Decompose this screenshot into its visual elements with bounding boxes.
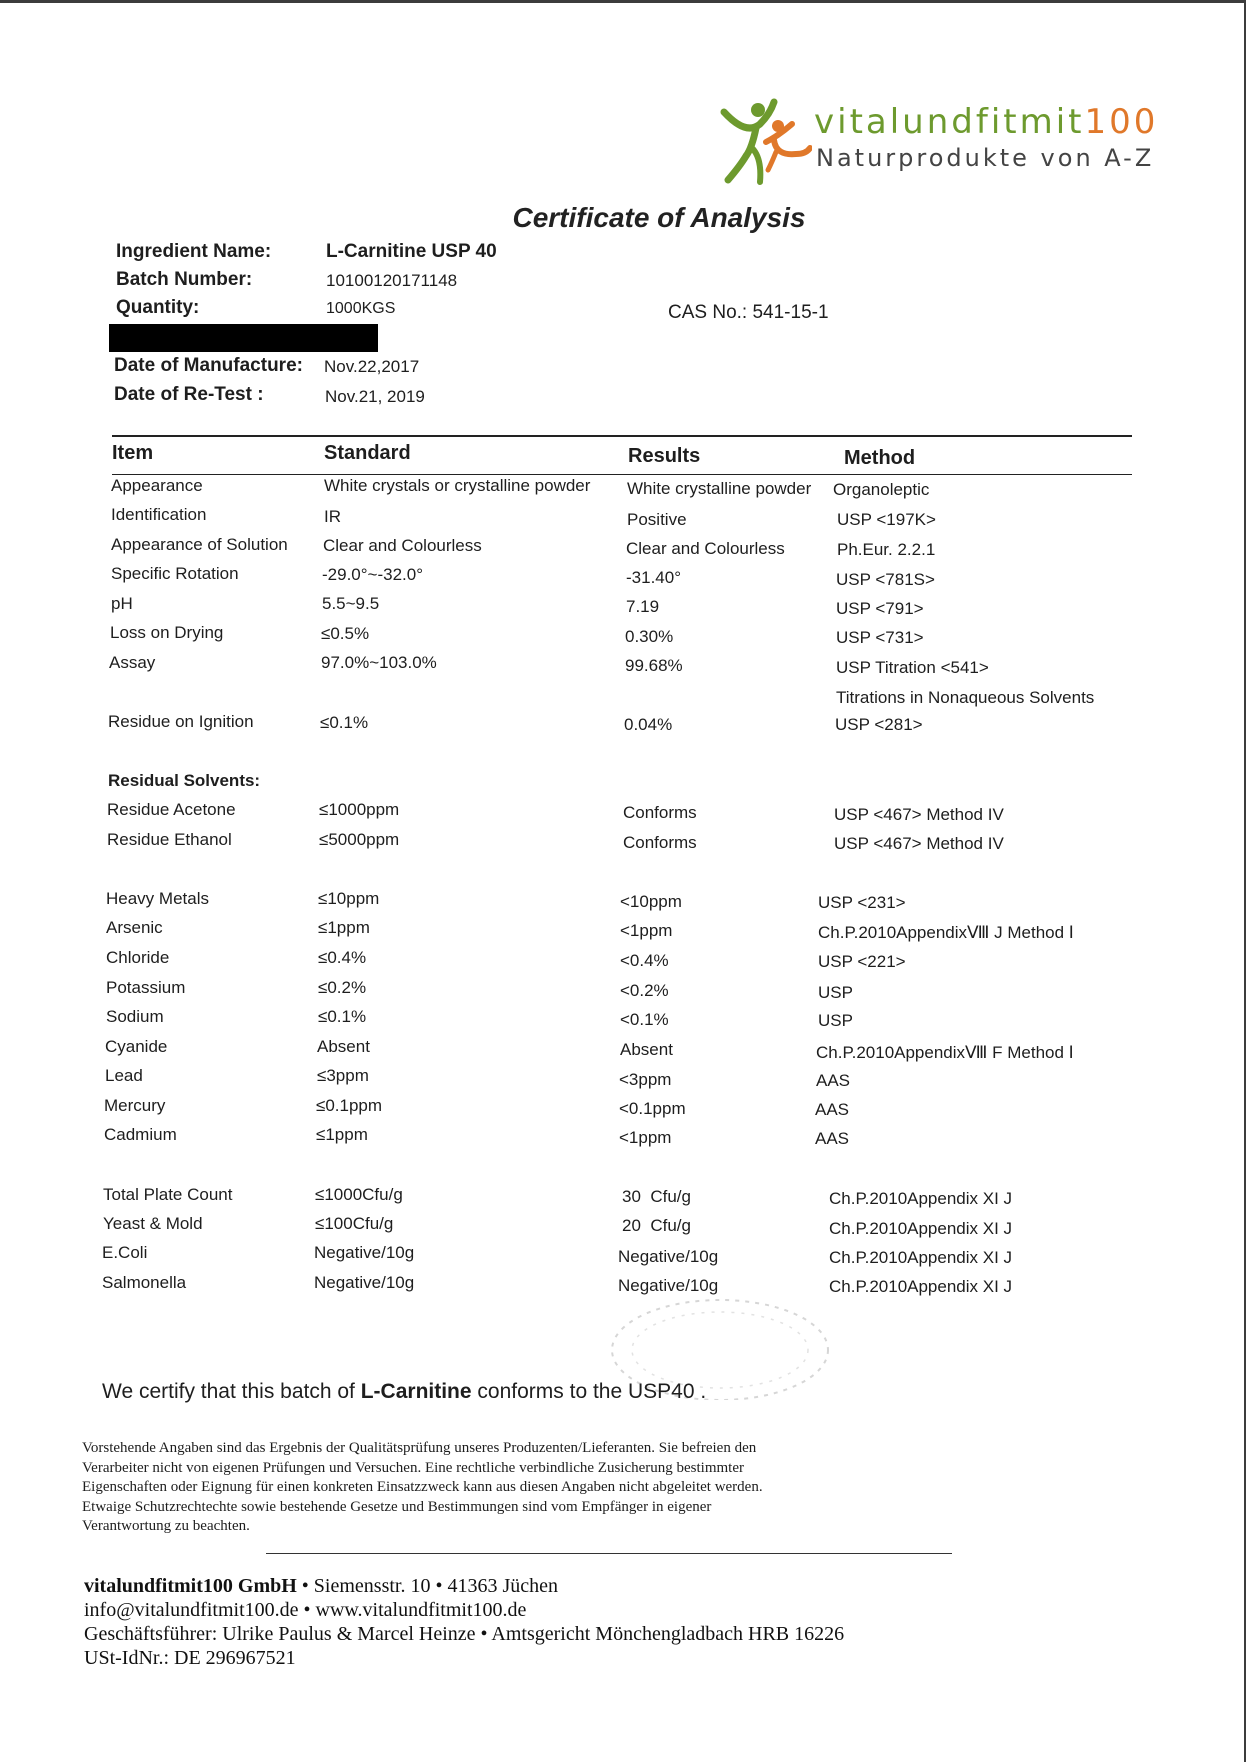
table-row [0,889,1246,915]
disclaimer-paragraph [82,1439,962,1537]
row-result: <0.4% [620,951,669,970]
row-method: Ch.P.2010Appendix XI J [829,1248,1013,1267]
row-result: 20 Cfu/g [622,1216,691,1235]
row-method: USP <731> [836,628,924,647]
row-method: Ph.Eur. 2.2.1 [837,540,936,559]
row-item: Residue Acetone [107,800,236,819]
row-item: E.Coli [102,1243,148,1262]
row-method: USP Titration <541> [836,658,989,677]
batch-value: 10100120171148 [326,271,458,290]
row-item: Total Plate Count [103,1185,233,1204]
disclaimer-line: Vorstehende Angaben sind das Ergebnis der Qualitätsprüfung unseres Produzenten/Lieferanten. Sie befreien den [82,1440,757,1456]
row-standard: ≤0.1% [320,713,369,732]
row-standard: ≤0.5% [321,624,370,643]
row-result: Conforms [623,803,697,822]
footer-address: • Siemensstr. 10 • 41363 Jüchen [296,1575,559,1597]
table-row [0,1096,1246,1122]
table-row [0,1214,1246,1240]
row-standard: ≤1000ppm [319,800,400,819]
row-method: Ch.P.2010AppendixⅧ F Method Ⅰ [816,1043,1074,1062]
certify-text-before: We certify that this batch of [102,1380,361,1403]
manufacture-value: Nov.22,2017 [324,357,420,376]
row-method: USP [818,1011,853,1030]
row-result: Positive [627,510,687,529]
row-method: AAS [815,1129,850,1148]
row-standard: Negative/10g [314,1243,415,1262]
logo-wordmark [814,102,1158,142]
header-item: Item [112,442,154,464]
disclaimer-line: Eigenschaften oder Eignung für einen konkreten Einsatzzweck kann aus diesen Angaben nicht abgeleitet werden. [82,1479,763,1495]
disclaimer-line: Etwaige Schutzrechtechte sowie bestehende Gesetze und Bestimmungen sind vom Empfänger in eigener [82,1498,712,1515]
logo-wordmark-accent: 100 [1084,102,1159,142]
footer-company-name: vitalundfitmit100 GmbH [84,1575,297,1597]
table-header-rule [112,474,1132,475]
row-result: <0.1ppm [619,1099,686,1118]
footer-vat: USt-IdNr.: DE 296967521 [84,1647,296,1669]
document-title: Certificate of Analysis [512,202,806,233]
row-standard: ≤0.4% [318,948,367,967]
row-method: Ch.P.2010Appendix XI J [829,1219,1013,1238]
company-footer [84,1574,1184,1670]
row-result: Absent [620,1040,673,1059]
row-result: 0.04% [624,715,673,734]
row-item: Identification [111,505,207,524]
table-row [0,1185,1246,1211]
table-row [0,1125,1246,1151]
logo-tagline: Naturprodukte von A-Z [816,144,1155,172]
table-row [0,1243,1246,1269]
disclaimer-line: Verarbeiter nicht von eigenen Prüfungen und Versuchen. Eine rechtliche verbindliche Zusicherung bestimmter [82,1459,744,1476]
row-item: Sodium [106,1007,164,1026]
table-row [0,594,1246,620]
table-row [0,800,1246,826]
row-item: Lead [105,1066,143,1085]
row-result: Negative/10g [618,1276,719,1295]
row-result: 99.68% [625,656,683,675]
row-item: Heavy Metals [106,889,209,908]
footer-management: Geschäftsführer: Ulrike Paulus & Marcel Heinze • Amtsgericht Mönchengladbach HRB 16226 [84,1623,845,1645]
table-row [0,653,1246,679]
footer-company-line [84,1574,1184,1598]
batch-label: Batch Number: [116,269,253,290]
row-method: AAS [816,1071,851,1090]
row-item: Cadmium [104,1125,177,1144]
row-standard: White crystals or crystalline powder [324,476,591,495]
certify-text-after: conforms to the USP40 . [471,1380,707,1403]
table-row [0,505,1246,531]
row-result: 30 Cfu/g [622,1187,691,1206]
row-method: USP <467> Method IV [834,805,1004,824]
row-standard: -29.0°~-32.0° [322,565,424,584]
retest-value: Nov.21, 2019 [325,387,425,406]
row-method: USP [818,983,853,1002]
row-item: Mercury [104,1096,166,1115]
table-row [0,535,1246,561]
row-method: Titrations in Nonaqueous Solvents [836,688,1095,707]
row-standard: Negative/10g [314,1273,415,1292]
table-row [0,623,1246,649]
redacted-block [109,324,378,352]
row-item: Yeast & Mold [103,1214,203,1233]
row-method: Organoleptic [833,480,930,499]
row-result: 0.30% [625,627,674,646]
row-item: Appearance [111,476,203,495]
quantity-value: 1000KGS [326,300,396,317]
header-method: Method [844,447,916,469]
row-item: Cyanide [105,1037,168,1056]
row-result: <0.2% [620,981,669,1000]
footer-contact: info@vitalundfitmit100.de • www.vitalundfitmit100.de [84,1599,527,1621]
page-border-top [0,0,1246,3]
header-results: Results [628,445,701,467]
table-row [0,1066,1246,1092]
row-item: Salmonella [102,1273,187,1292]
table-row [0,712,1246,738]
row-method: Ch.P.2010Appendix XI J [829,1277,1013,1296]
certification-statement [102,1380,706,1404]
ingredient-label: Ingredient Name: [116,241,272,262]
table-row [0,978,1246,1004]
row-method: AAS [815,1100,850,1119]
ingredient-value: L-Carnitine USP 40 [326,241,497,262]
row-result: Clear and Colourless [626,539,785,558]
row-item: Residue on Ignition [108,712,254,731]
disclaimer-line: Verantwortung zu beachten. [82,1518,250,1534]
row-standard: 97.0%~103.0% [321,653,437,672]
row-standard: ≤1ppm [316,1125,368,1144]
row-standard: Absent [317,1037,370,1056]
row-standard: ≤10ppm [318,889,380,908]
table-row [0,476,1246,502]
table-row [0,1007,1246,1033]
table-row [0,918,1246,944]
row-method: USP <791> [836,599,924,618]
company-logo [716,92,1159,184]
cas-value: CAS No.: 541-15-1 [668,302,829,323]
row-item: pH [111,594,133,613]
row-standard: ≤1000Cfu/g [315,1185,403,1204]
row-standard: ≤3ppm [317,1066,369,1085]
row-method: USP <221> [818,952,906,971]
row-item: Residue Ethanol [107,830,232,849]
row-result: <0.1% [620,1010,669,1029]
row-standard: IR [324,507,341,526]
row-result: -31.40° [626,568,682,587]
row-standard: ≤100Cfu/g [315,1214,394,1233]
row-standard: Clear and Colourless [323,536,482,555]
row-item: Loss on Drying [110,623,224,642]
row-standard: ≤0.2% [318,978,367,997]
row-method: USP <231> [818,893,906,912]
row-item: Chloride [106,948,170,967]
table-row [0,948,1246,974]
row-result: <1ppm [620,921,673,940]
row-method: USP <467> Method IV [834,834,1004,853]
row-result: <1ppm [619,1128,672,1147]
row-result: White crystalline powder [627,479,812,498]
row-standard: ≤5000ppm [319,830,400,849]
running-figures-logo-icon [716,96,812,186]
footer-divider [266,1553,952,1554]
row-result: 7.19 [626,597,660,616]
row-result: <3ppm [619,1070,672,1089]
table-row [0,830,1246,856]
row-standard: ≤0.1ppm [316,1096,383,1115]
row-result: <10ppm [620,892,682,911]
row-item: Arsenic [106,918,163,937]
row-method: USP <281> [835,715,923,734]
header-standard: Standard [324,442,411,464]
row-item: Assay [109,653,156,672]
table-top-rule [112,435,1132,437]
row-method: Ch.P.2010AppendixⅧ J Method Ⅰ [818,923,1074,942]
row-item: Appearance of Solution [111,535,288,554]
row-method: USP <197K> [837,510,936,529]
residual-solvents-label: Residual Solvents: [108,771,261,790]
table-row [0,688,1246,714]
table-row [0,1037,1246,1063]
retest-label: Date of Re-Test : [114,384,264,405]
row-item: Potassium [106,978,186,997]
quantity-label: Quantity: [116,297,200,318]
row-method: USP <781S> [836,570,935,589]
certify-product: L-Carnitine [360,1380,472,1403]
row-method: Ch.P.2010Appendix XI J [829,1189,1013,1208]
manufacture-label: Date of Manufacture: [114,355,303,376]
row-result: Conforms [623,833,697,852]
logo-wordmark-main: vitalundfitmit [814,102,1085,142]
row-standard: ≤1ppm [318,918,370,937]
table-row [0,564,1246,590]
row-standard: ≤0.1% [318,1007,367,1026]
row-standard: 5.5~9.5 [322,594,380,613]
row-item: Specific Rotation [111,564,239,583]
row-result: Negative/10g [618,1247,719,1266]
